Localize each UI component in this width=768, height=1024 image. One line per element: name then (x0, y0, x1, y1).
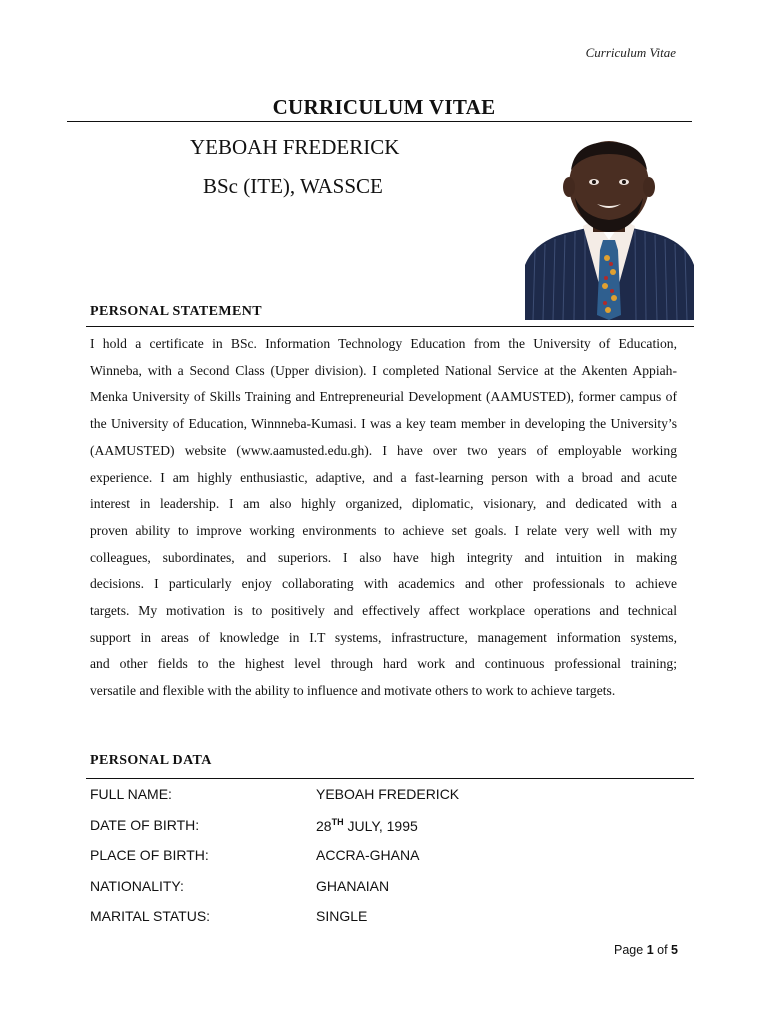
data-row-date-of-birth (90, 813, 650, 844)
page-total: 5 (671, 943, 678, 957)
portrait-image (525, 140, 694, 320)
data-row-nationality (90, 874, 650, 905)
personal-statement-divider (86, 326, 694, 327)
personal-data-heading: PERSONAL DATA (90, 753, 212, 768)
candidate-qualifications: BSc (ITE), WASSCE (203, 174, 383, 198)
document-title: CURRICULUM VITAE (272, 95, 496, 119)
dob-month-year: JULY, 1995 (343, 817, 418, 834)
page-of: of (657, 943, 668, 957)
profile-photo (525, 140, 694, 320)
personal-data-table (90, 782, 650, 935)
data-label: NATIONALITY: (90, 877, 184, 894)
data-value: GHANAIAN (316, 877, 390, 894)
page-label: Page (614, 943, 644, 957)
data-label: FULL NAME: (90, 786, 172, 802)
statement-line: interest in leadership. I am also highly organized, diplomatic, visionary, and dedicated with a (90, 496, 677, 512)
page-current: 1 (646, 943, 654, 957)
statement-line: colleagues, subordinates, and superiors. I also have high integrity and intuition in making (90, 549, 677, 565)
data-row-marital-status (90, 904, 650, 935)
statement-line: targets. My motivation is to positively and effectively affect workplace operations and technical (90, 603, 677, 619)
statement-line: proven ability to improve working environments to achieve set goals. I relate very well with my (90, 522, 677, 538)
statement-line: versatile and flexible with the ability to influence and motivate others to work to achieve targets. (90, 683, 616, 699)
data-value: YEBOAH FREDERICK (316, 786, 460, 802)
statement-line: and other fields to the highest level through hard work and continuous professional training; (90, 656, 677, 672)
data-row-full-name (90, 782, 650, 813)
running-header: Curriculum Vitae (585, 45, 676, 60)
data-label: MARITAL STATUS: (90, 908, 211, 924)
title-divider (67, 121, 692, 122)
statement-line: Menka University of Skills Training and Entrepreneurial Development (AAMUSTED), former campus of (90, 389, 677, 405)
data-value: SINGLE (316, 908, 368, 924)
statement-line: (AAMUSTED) website (www.aamusted.edu.gh). I have over two years of employable working (90, 442, 677, 458)
statement-line: decisions. I particularly enjoy collaborating with academics and other professionals to achieve (90, 576, 677, 592)
statement-line: I hold a certificate in BSc. Information Technology Education from the University of Education, (90, 336, 677, 351)
data-value (316, 817, 418, 834)
data-label: PLACE OF BIRTH: (90, 847, 209, 863)
personal-statement-heading: PERSONAL STATEMENT (90, 304, 262, 319)
statement-line: Winneba, with a Second Class (Upper division). I completed National Service at the Akenten Appiah- (90, 362, 677, 378)
dob-ordinal: TH (331, 816, 344, 827)
page-number (614, 943, 678, 957)
candidate-name: YEBOAH FREDERICK (190, 135, 400, 159)
statement-line: support in areas of knowledge in I.T systems, infrastructure, management information systems, (90, 629, 677, 645)
data-label: DATE OF BIRTH: (90, 816, 200, 833)
data-value: ACCRA-GHANA (316, 847, 420, 863)
personal-statement-body (90, 331, 677, 705)
dob-day: 28 (316, 817, 332, 834)
statement-line: the University of Education, Winnneba-Kumasi. I was a key team member in developing the University’s (90, 416, 677, 432)
data-row-place-of-birth (90, 843, 650, 874)
statement-line: experience. I am highly enthusiastic, adaptive, and a fast-learning person with a broad and acute (90, 469, 677, 485)
personal-data-divider (86, 778, 694, 779)
